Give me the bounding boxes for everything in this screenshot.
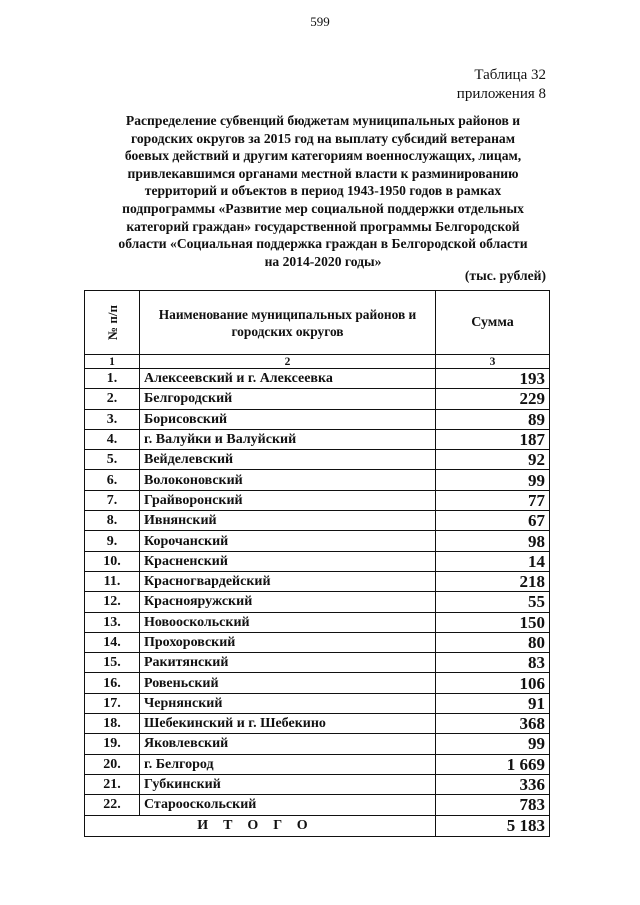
district-name: Ивнянский: [140, 511, 436, 531]
appendix-number: приложения 8: [456, 86, 546, 102]
title-line: подпрограммы «Развитие мер социальной поддержки отдельных: [122, 200, 524, 216]
district-name: Ровеньский: [140, 673, 436, 693]
row-sum: 218: [436, 571, 550, 591]
table-row: [85, 389, 550, 409]
row-sum: 67: [436, 511, 550, 531]
district-name: Старооскольский: [140, 795, 436, 815]
header-number-label: № п/п: [104, 305, 120, 340]
table-row: [85, 571, 550, 591]
title-line: области «Социальная поддержка граждан в Белгородской области: [118, 236, 528, 252]
row-number: 9.: [85, 531, 140, 551]
row-sum: 14: [436, 551, 550, 571]
row-sum: 89: [436, 409, 550, 429]
row-number: 10.: [85, 551, 140, 571]
row-sum: 368: [436, 714, 550, 734]
row-sum: 55: [436, 592, 550, 612]
table-row: [85, 429, 550, 449]
table-body: [85, 369, 550, 816]
row-number: 18.: [85, 714, 140, 734]
row-number: 4.: [85, 429, 140, 449]
column-index-row: [85, 355, 550, 369]
row-number: 6.: [85, 470, 140, 490]
row-number: 16.: [85, 673, 140, 693]
title-line: территорий и объектов в период 1943-1950 годов в рамках: [144, 183, 502, 199]
district-name: Красногвардейский: [140, 571, 436, 591]
units-label: (тыс. рублей): [464, 268, 546, 283]
row-number: 7.: [85, 490, 140, 510]
row-sum: 98: [436, 531, 550, 551]
document-title: [96, 112, 550, 270]
title-line: боевых действий и другим категориям военнослужащих, лицам,: [124, 148, 522, 164]
title-line: привлекавшимся органами местной власти к разминированию: [127, 165, 519, 181]
district-name: Чернянский: [140, 693, 436, 713]
district-name: Губкинский: [140, 774, 436, 794]
row-sum: 783: [436, 795, 550, 815]
title-line: на 2014-2020 годы»: [264, 253, 382, 269]
row-sum: 83: [436, 653, 550, 673]
table-row: [85, 795, 550, 815]
header-sum: Сумма: [436, 291, 550, 355]
table-row: [85, 632, 550, 652]
row-number: 11.: [85, 571, 140, 591]
district-name: Борисовский: [140, 409, 436, 429]
district-name: г. Белгород: [140, 754, 436, 774]
row-sum: 91: [436, 693, 550, 713]
table-row: [85, 612, 550, 632]
district-name: Волоконовский: [140, 470, 436, 490]
district-name: Ракитянский: [140, 653, 436, 673]
district-name: г. Валуйки и Валуйский: [140, 429, 436, 449]
row-number: 8.: [85, 511, 140, 531]
row-sum: 92: [436, 450, 550, 470]
table-row: [85, 774, 550, 794]
row-sum: 1 669: [436, 754, 550, 774]
column-index: 2: [140, 355, 436, 369]
district-name: Красненский: [140, 551, 436, 571]
district-name: Новооскольский: [140, 612, 436, 632]
row-sum: 229: [436, 389, 550, 409]
total-label: ИТОГО: [85, 815, 436, 836]
table-row: [85, 592, 550, 612]
title-line: городских округов за 2015 год на выплату субсидий ветеранам: [131, 130, 515, 146]
row-sum: 106: [436, 673, 550, 693]
header-name: Наименование муниципальных районов и городских округов: [140, 291, 436, 355]
title-line: категорий граждан» государственной программы Белгородской: [126, 218, 520, 234]
district-name: Яковлевский: [140, 734, 436, 754]
row-number: 2.: [85, 389, 140, 409]
table-header-row: [85, 291, 550, 355]
district-name: Прохоровский: [140, 632, 436, 652]
district-name: Грайворонский: [140, 490, 436, 510]
table-row: [85, 714, 550, 734]
district-name: Алексеевский и г. Алексеевка: [140, 369, 436, 389]
district-name: Краснояружский: [140, 592, 436, 612]
district-name: Шебекинский и г. Шебекино: [140, 714, 436, 734]
page-number: 599: [310, 14, 330, 29]
row-number: 14.: [85, 632, 140, 652]
row-number: 3.: [85, 409, 140, 429]
row-number: 15.: [85, 653, 140, 673]
table-row: [85, 511, 550, 531]
table-row: [85, 673, 550, 693]
row-number: 13.: [85, 612, 140, 632]
district-name: Белгородский: [140, 389, 436, 409]
table-row: [85, 531, 550, 551]
row-sum: 150: [436, 612, 550, 632]
table-row: [85, 551, 550, 571]
table-row: [85, 490, 550, 510]
table-row: [85, 754, 550, 774]
row-sum: 336: [436, 774, 550, 794]
row-sum: 80: [436, 632, 550, 652]
table-row: [85, 734, 550, 754]
subvention-table: [84, 290, 550, 837]
appendix-reference: [457, 66, 546, 104]
row-sum: 99: [436, 470, 550, 490]
table-row: [85, 653, 550, 673]
row-number: 17.: [85, 693, 140, 713]
column-index: 1: [85, 355, 140, 369]
table-row: [85, 693, 550, 713]
table-row: [85, 450, 550, 470]
table-row: [85, 409, 550, 429]
header-number: [85, 291, 140, 355]
district-name: Корочанский: [140, 531, 436, 551]
table-number: Таблица 32: [474, 67, 546, 83]
row-number: 22.: [85, 795, 140, 815]
row-number: 5.: [85, 450, 140, 470]
row-sum: 193: [436, 369, 550, 389]
row-sum: 187: [436, 429, 550, 449]
table-row: [85, 369, 550, 389]
row-number: 21.: [85, 774, 140, 794]
row-number: 19.: [85, 734, 140, 754]
column-index: 3: [436, 355, 550, 369]
row-number: 20.: [85, 754, 140, 774]
row-sum: 77: [436, 490, 550, 510]
district-name: Вейделевский: [140, 450, 436, 470]
row-sum: 99: [436, 734, 550, 754]
row-number: 12.: [85, 592, 140, 612]
total-row: [85, 815, 550, 836]
total-sum: 5 183: [436, 815, 550, 836]
title-line: Распределение субвенций бюджетам муниципальных районов и: [125, 113, 521, 128]
table-row: [85, 470, 550, 490]
row-number: 1.: [85, 369, 140, 389]
